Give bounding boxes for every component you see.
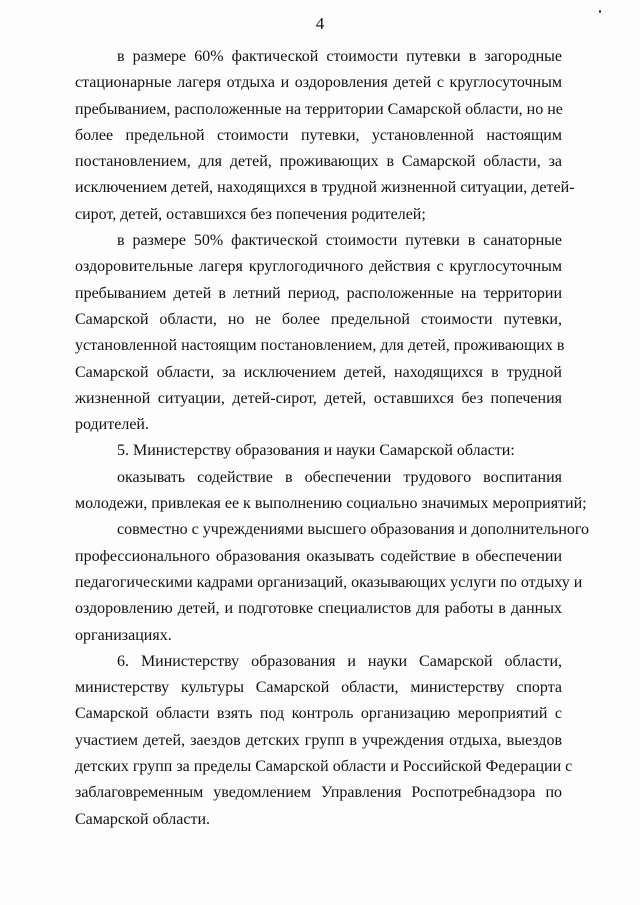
text-line: 6. Министерству образования и науки Самарской области, xyxy=(117,652,562,670)
text-line: оказывать содействие в обеспечении трудового воспитания xyxy=(117,468,562,486)
text-line: профессионального образования оказывать содействие в обеспечении xyxy=(75,547,562,565)
text-line: постановлением, для детей, проживающих в Самарской области, за xyxy=(75,153,562,171)
paragraph-item-5 xyxy=(75,438,562,464)
text-line: Самарской области. xyxy=(75,810,210,828)
text-line: 5. Министерству образования и науки Самарской области: xyxy=(117,442,515,460)
text-line: пребыванием детей в летний период, расположенные на территории xyxy=(75,284,562,302)
text-line: в размере 50% фактической стоимости путевки в санаторные xyxy=(117,232,562,250)
text-line: Самарской области взять под контроль организацию мероприятий с xyxy=(75,705,562,723)
text-line: пребыванием, расположенные на территории Самарской области, но не xyxy=(75,100,563,118)
paragraph-higher-education xyxy=(75,517,590,648)
text-line: детских групп за пределы Самарской области и Российской Федерации с xyxy=(75,758,573,776)
paragraph-item-6 xyxy=(75,649,573,833)
text-line: более предельной стоимости путевки, установленной настоящим xyxy=(75,126,562,144)
text-line: родителей. xyxy=(75,416,149,434)
paragraph-labor-education xyxy=(75,465,587,518)
text-line: педагогическими кадрами организаций, оказывающих услуги по отдыху и xyxy=(75,573,583,591)
text-line: оздоровительные лагеря круглогодичного действия с круглосуточным xyxy=(75,258,562,276)
text-line: заблаговременным уведомлением Управления Роспотребнадзора по xyxy=(75,784,562,802)
text-line: министерству культуры Самарской области, министерству спорта xyxy=(75,679,562,697)
text-line: жизненной ситуации, детей-сирот, детей, оставшихся без попечения xyxy=(75,389,562,407)
paragraph-60-percent xyxy=(75,44,575,228)
text-line: стационарные лагеря отдыха и оздоровления детей с круглосуточным xyxy=(75,74,562,92)
document-body xyxy=(75,44,590,833)
text-line: в размере 60% фактической стоимости путевки в загородные xyxy=(117,48,562,65)
text-line: Самарской области, но не более предельной стоимости путевки, xyxy=(75,310,562,328)
text-line: оздоровлению детей, и подготовке специалистов для работы в данных xyxy=(75,600,562,618)
text-line: участием детей, заездов детских групп в учреждения отдыха, выездов xyxy=(75,731,562,749)
paragraph-50-percent xyxy=(75,228,565,438)
text-line: организациях. xyxy=(75,626,172,644)
text-line: сирот, детей, оставшихся без попечения родителей; xyxy=(75,205,426,223)
scan-speck xyxy=(599,10,601,13)
text-line: молодежи, привлекая ее к выполнению социально значимых мероприятий; xyxy=(75,495,587,513)
text-line: совместно с учреждениями высшего образования и дополнительного xyxy=(117,521,590,539)
text-line: Самарской области, за исключением детей, находящихся в трудной xyxy=(75,363,562,381)
text-line: установленной настоящим постановлением, для детей, проживающих в xyxy=(75,337,565,355)
text-line: исключением детей, находящихся в трудной жизненной ситуации, детей- xyxy=(75,179,575,197)
page-number: 4 xyxy=(315,14,325,33)
